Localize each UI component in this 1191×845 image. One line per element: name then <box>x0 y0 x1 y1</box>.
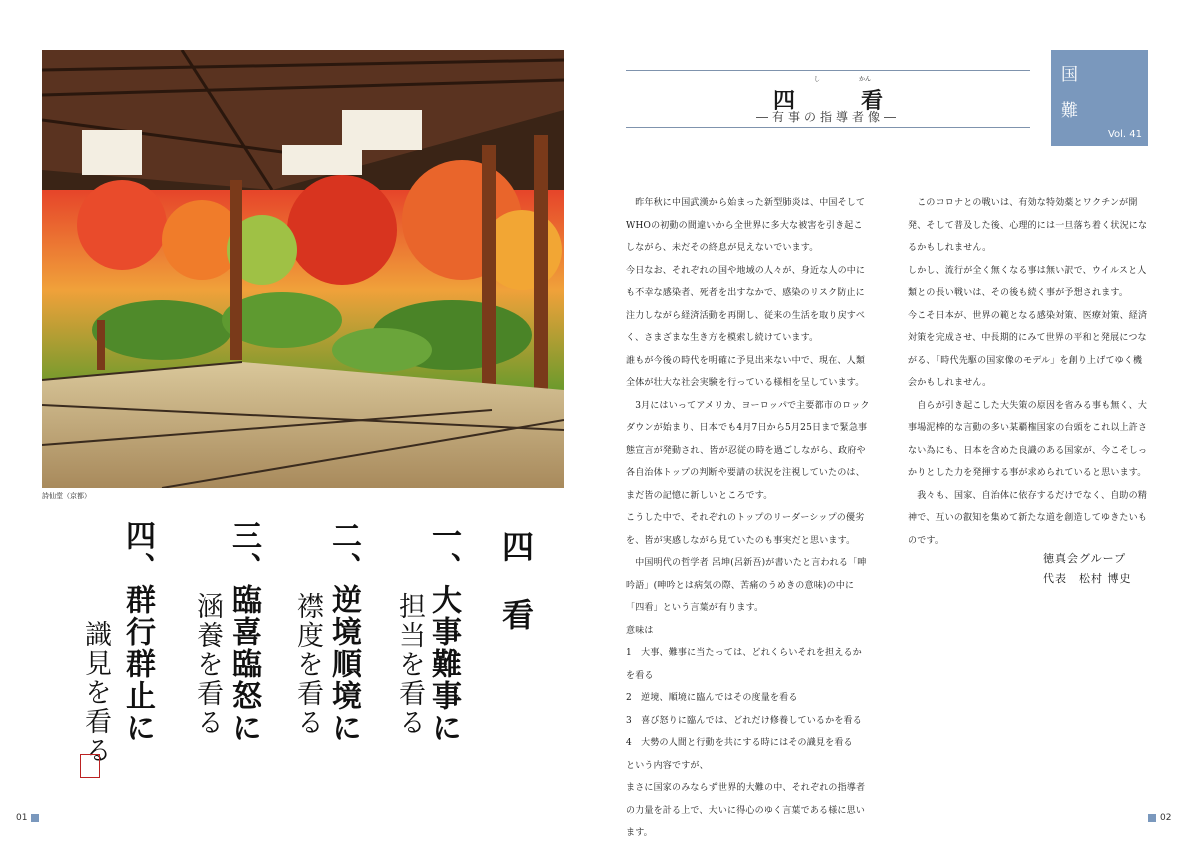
calligraphy-title: 四 看 <box>497 530 535 632</box>
page-number-left-label: 01 <box>16 813 28 823</box>
list-item: 1 大事、難事に当たっては、どれくらいそれを担えるかを看る <box>626 648 862 681</box>
calligraphy-line-4-tail: 識見を看る <box>80 620 111 765</box>
signature <box>1043 549 1132 589</box>
red-seal-stamp <box>80 754 100 778</box>
badge-line-2: 難 <box>1061 101 1078 121</box>
temple-garden-photo <box>42 50 564 488</box>
article-subtitle: ―有事の指導者像― <box>755 110 900 124</box>
calligraphy-line-2: 二、逆境順境に <box>326 520 361 744</box>
title-rule-bottom <box>626 127 1030 128</box>
paragraph: このコロナとの戦いは、有効な特効薬とワクチンが開発、そして普及した後、心理的には一旦落ち着く状況になるかもしれません。 <box>908 198 1148 253</box>
square-icon <box>31 814 39 822</box>
page-number-right-label: 02 <box>1160 813 1172 823</box>
paragraph: 誰もが今後の時代を明確に予見出来ない中で、現在、人類全体が壮大な社会実験を行っている様相を呈しています。 <box>626 355 866 388</box>
article-title-block <box>626 70 1030 128</box>
paragraph: 自らが引き起こした大失策の原因を省みる事も無く、大事場泥棒的な言動の多い某覇権国家の台頭をこれ以上許さない為にも、日本を含めた良識のある国家が、今こそしっかりとした力を発揮する事が求められていると思います。 <box>908 400 1148 478</box>
calligraphy-line-4: 四、群行群止に <box>120 520 155 744</box>
paragraph: こうした中で、それぞれのトップのリーダーシップの優劣を、皆が実感しながら見ていたのも事実だと思います。 <box>626 513 865 546</box>
calligraphy-line-3-tail: 涵養を看る <box>192 592 223 737</box>
article-title: 四 看 <box>772 88 905 114</box>
article-column-1 <box>626 192 870 845</box>
list-item: 3 喜び怒りに臨んでは、どれだけ修養しているかを看る <box>626 715 862 726</box>
list-item: 2 逆境、順境に臨んではその度量を看る <box>626 693 798 703</box>
paragraph: 3月にはいってアメリカ、ヨーロッパで主要都市のロックダウンが始まり、日本でも4月7日から5月25日まで緊急事態宣言が発動され、皆が忍従の時を過ごしながら、政府や各自治体トップの判断や要請の状況を注視していたのは、まだ皆の記憶に新しいところです。 <box>626 400 870 501</box>
paragraph: 中国明代の哲学者 呂坤(呂新吾)が書いたと言われる「呻吟語」(呻吟とは病気の際、苦痛のうめきの意味)の中に「四看」という言葉が有ります。 <box>626 558 867 613</box>
series-badge <box>1051 50 1148 146</box>
paragraph: 我々も、国家、自治体に依存するだけでなく、自助の精神で、互いの叡知を集めて新たな道を創造してゆきたいものです。 <box>908 490 1148 546</box>
paragraph: しかし、流行が全く無くなる事は無い訳で、ウイルスと人類との長い戦いは、その後も続く事が予想されます。 <box>908 265 1147 298</box>
calligraphy-line-2-tail: 襟度を看る <box>292 592 323 737</box>
list-item: 4 大勢の人間と行動を共にする時にはその識見を看る <box>626 738 853 748</box>
article-column-2 <box>908 192 1148 552</box>
page-number-left <box>16 813 39 823</box>
paragraph: 意味は <box>626 625 654 636</box>
square-icon <box>1148 814 1156 822</box>
paragraph: 今日なお、それぞれの国や地域の人々が、身近な人の中にも不幸な感染者、死者を出すなかで、感染のリスク防止に注力しながら経済活動を再開し、従来の生活を取り戻すべく、さまざまな生き方を模索し続けています。 <box>626 265 866 343</box>
calligraphy-line-1-tail: 担当を看る <box>394 592 425 737</box>
paragraph: まさに国家のみならず世界的大難の中、それぞれの指導者の力量を計る上で、大いに得心のゆく言葉である様に思います。 <box>626 783 866 838</box>
title-rule-top <box>626 70 1030 71</box>
page-number-right <box>1148 813 1171 823</box>
calligraphy-line-1: 一、大事難事に <box>426 520 461 744</box>
paragraph: 今こそ日本が、世界の範となる感染対策、医療対策、経済対策を完成させ、中長期的にみて世界の平和と発展につながる、「時代先駆の国家像のモデル」を創り上げてゆく機会かもしれません。 <box>908 310 1148 388</box>
signature-name: 代表 松村 博史 <box>1043 572 1132 585</box>
paragraph: という内容ですが、 <box>626 760 709 771</box>
signature-org: 徳真会グループ <box>1043 552 1127 565</box>
photo-caption: 詩仙堂（京都） <box>42 492 91 500</box>
badge-volume: Vol. 41 <box>1107 129 1142 140</box>
badge-line-1: 国 <box>1061 65 1078 85</box>
calligraphy-scroll <box>60 520 550 785</box>
title-ruby-1: し <box>814 76 821 83</box>
calligraphy-line-3: 三、臨喜臨怒に <box>226 520 261 744</box>
photo-illustration <box>42 50 564 488</box>
title-ruby-2: かん <box>859 76 872 83</box>
paragraph: 昨年秋に中国武漢から始まった新型肺炎は、中国そしてWHOの初動の間違いから全世界に多大な被害を引き起こしながら、未だその終息が見えないでいます。 <box>626 198 866 253</box>
